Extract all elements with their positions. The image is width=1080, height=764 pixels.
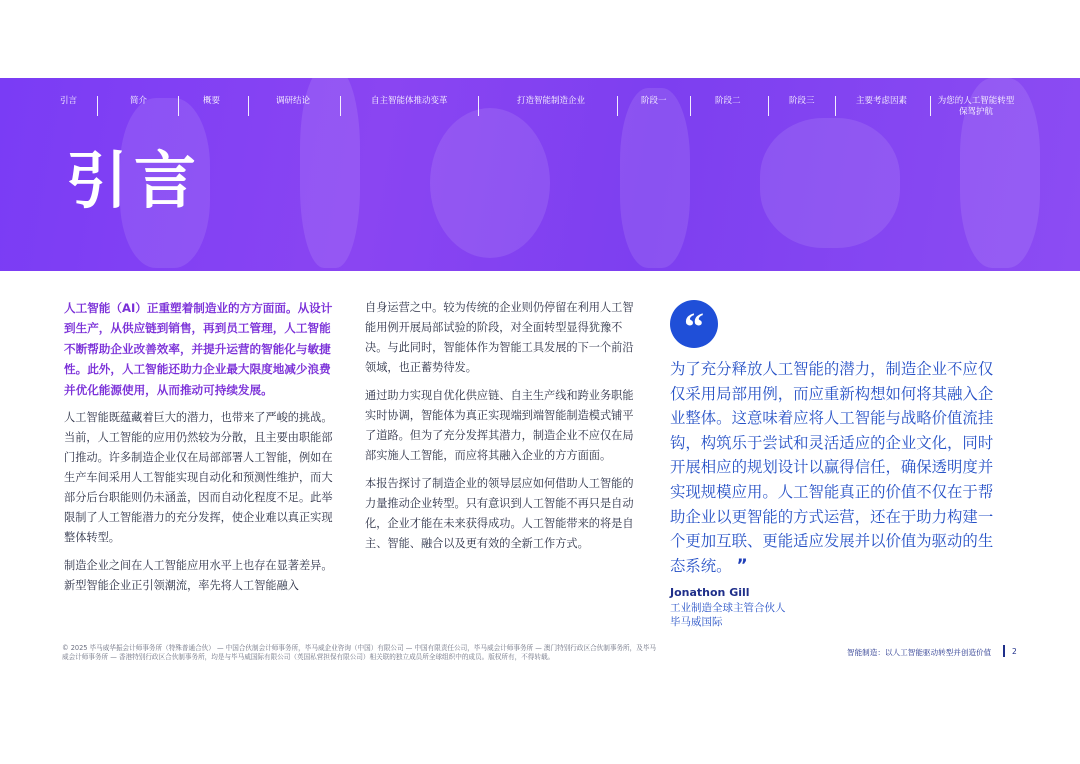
body-paragraph: 通过助力实现自优化供应链、自主生产线和跨业务职能实时协调，智能体为真正实现端到端智能制造模式铺平了道路。但为了充分发挥其潜力，制造企业不应仅在局部实施人工智能，而应将其融入企业的方方面面。 [365, 389, 634, 462]
nav-item-stage-2[interactable]: 阶段二 [715, 96, 741, 106]
nav-separator [478, 96, 479, 116]
nav-separator [835, 96, 836, 116]
nav-separator [248, 96, 249, 116]
quote-author-org: 毕马威国际 [670, 616, 723, 628]
open-quote-icon [670, 300, 718, 348]
section-nav [0, 96, 1080, 118]
footer-divider [1003, 645, 1005, 657]
nav-separator [768, 96, 769, 116]
nav-item-considerations[interactable]: 主要考虑因素 [856, 96, 908, 106]
nav-separator [97, 96, 98, 116]
nav-item-intro[interactable]: 引言 [60, 96, 78, 106]
body-paragraph: 自身运营之中。较为传统的企业则仍停留在利用人工智能用例开展局部试验的阶段，对全面转型显得犹豫不决。与此同时，智能体作为智能工具发展的下一个前沿领域，也正蓄势待发。 [365, 301, 634, 374]
svg-text:“: “ [684, 304, 704, 348]
nav-separator [617, 96, 618, 116]
nav-separator [178, 96, 179, 116]
body-paragraph: 本报告探讨了制造企业的领导层应如何借助人工智能的力量推动企业转型。只有意识到人工智能不再只是自动化，企业才能在未来获得成功。人工智能带来的将是自主、智能、融合以及更有效的全新工作方式。 [365, 477, 634, 550]
nav-item-agents[interactable]: 自主智能体推动变革 [371, 96, 448, 106]
quote-author-role: 工业制造全球主管合伙人 [670, 602, 786, 614]
nav-separator [340, 96, 341, 116]
report-title: 智能制造：以人工智能驱动转型并创造价值 [847, 648, 992, 657]
copyright-notice: © 2025 毕马威华振会计师事务所（特殊普通合伙） — 中国合伙制会计师事务所，毕马威企业咨询（中国）有限公司 — 中国有限责任公司，毕马威会计师事务所 — 澳门特别行政区合伙制事务所，及毕马威会计师事务所 — 香港特别行政区合伙制事务所，均是与毕马威国际有限公司（英国私营担保有限公司）相关联的独立成员所全球组织中的成员。版权所有，不得转载。 [62, 644, 657, 662]
page-number: 2 [1012, 647, 1017, 656]
quote-author: Jonathon Gill [670, 586, 750, 599]
nav-item-transformation[interactable]: 为您的人工智能转型保驾护航 [937, 96, 1015, 117]
nav-item-stage-3[interactable]: 阶段三 [789, 96, 815, 106]
nav-item-brief[interactable]: 简介 [130, 96, 148, 106]
lead-paragraph: 人工智能（AI）正重塑着制造业的方方面面。从设计到生产，从供应链到销售，再到员工管理，人工智能不断帮助企业改善效率，并提升运营的智能化与敏捷性。此外，人工智能还助力企业最大限度地减少浪费并优化能源使用，从而推动可持续发展。 [64, 301, 333, 397]
pull-quote [670, 357, 1005, 578]
nav-item-stage-1[interactable]: 阶段一 [641, 96, 667, 106]
close-quote-icon: ” [736, 555, 748, 576]
column-middle [365, 298, 639, 562]
nav-separator [930, 96, 931, 116]
body-paragraph: 制造企业之间在人工智能应用水平上也存在显著差异。新型智能企业正引领潮流，率先将人工智能融入 [64, 559, 333, 593]
nav-item-summary[interactable]: 概要 [203, 96, 221, 106]
nav-item-smart-manufacturing[interactable]: 打造智能制造企业 [517, 96, 586, 106]
page-title: 引言 [66, 144, 203, 217]
nav-item-findings[interactable]: 调研结论 [276, 96, 311, 106]
column-left [64, 298, 338, 604]
quote-body: 为了充分释放人工智能的潜力，制造企业不应仅仅采用局部用例，而应重新构想如何将其融入企业整体。这意味着应将人工智能与战略价值流挂钩，构筑乐于尝试和灵活适应的企业文化，同时开展相应的规划设计以赢得信任，确保透明度并实现规模应用。人工智能真正的价值不仅在于帮助企业以更智能的方式运营，还在于助力构建一个更加互联、更能适应发展并以价值为驱动的生态系统。 [670, 360, 994, 575]
nav-separator [690, 96, 691, 116]
body-paragraph: 人工智能既蕴藏着巨大的潜力，也带来了严峻的挑战。当前，人工智能的应用仍然较为分散，且主要由职能部门推动。许多制造企业仅在局部部署人工智能，例如在生产车间采用人工智能实现自动化和预测性维护，而大部分后台职能则仍未涵盖，因而自动化程度不足。此举限制了人工智能潜力的充分发挥，使企业难以真正实现整体转型。 [64, 411, 333, 545]
